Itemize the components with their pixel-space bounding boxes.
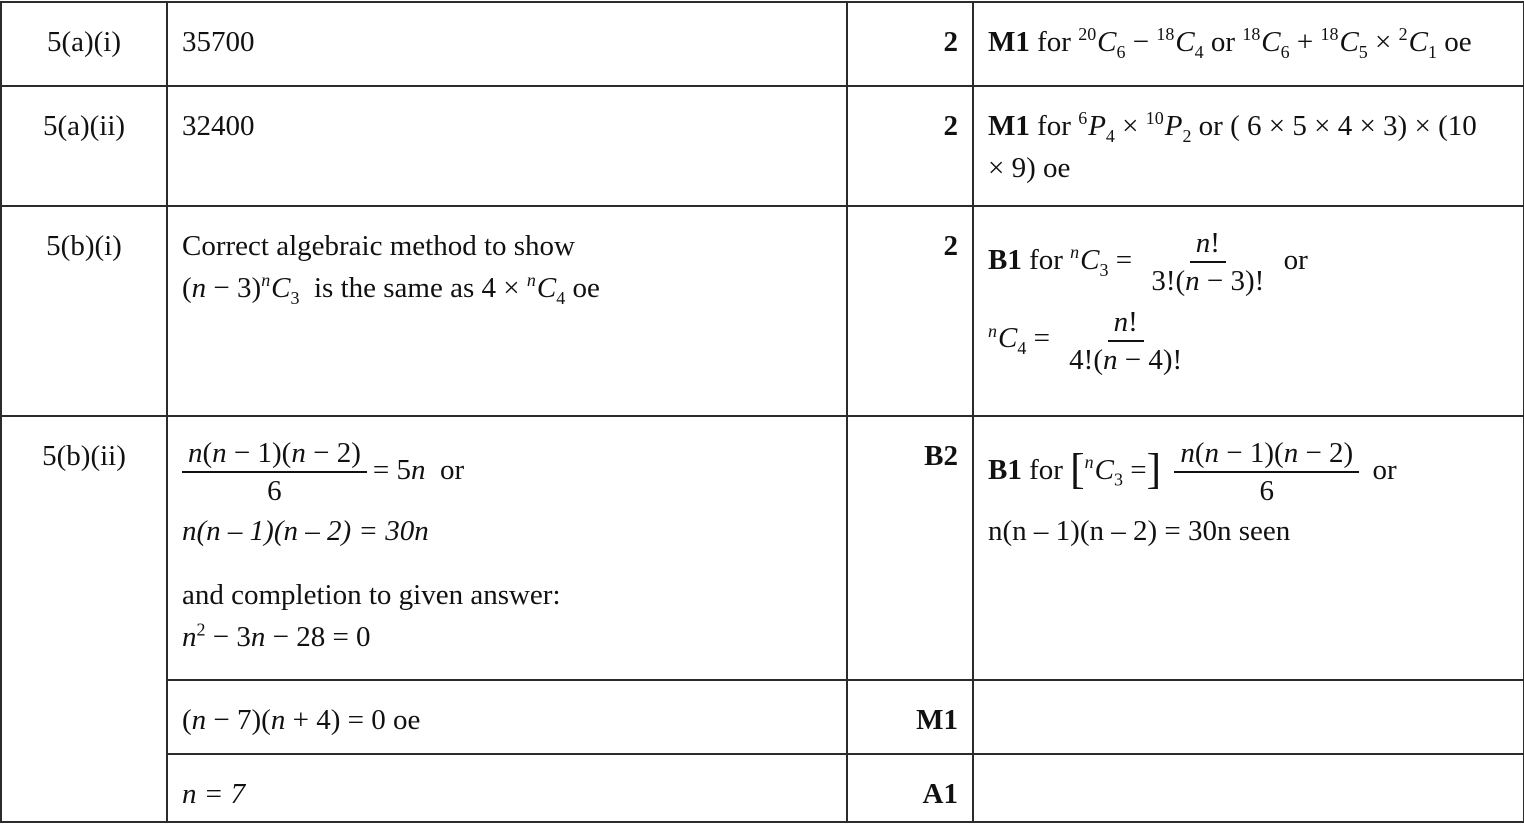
answer-expression: (n − 7)(n + 4) = 0 — [182, 704, 386, 736]
marks-cell: 2 — [847, 2, 973, 86]
fraction-numerator: n! — [1190, 225, 1226, 263]
table-row — [1, 416, 1524, 680]
answer-line: Correct algebraic method to show — [182, 230, 575, 262]
guidance-tail: × 9) oe — [988, 152, 1071, 185]
answer-cell: n = 7 — [167, 754, 847, 822]
answer-cell — [167, 206, 847, 416]
fraction — [1174, 435, 1359, 510]
table-row — [1, 680, 1524, 754]
marks-cell: 2 — [847, 206, 973, 416]
answer-oe: oe — [392, 704, 421, 736]
mark-code: B1 — [988, 453, 1022, 486]
expression-combination: $^{20}C_6 - ^{18}C_4$ — [1078, 24, 1204, 62]
answer-line-2: n(n – 1)(n – 2) = 30n — [182, 514, 429, 547]
guidance-line-1: B1 for [$^nC_3$ =] $\frac{n(n - 1)(n - 2)}{6}$ or — [988, 435, 1509, 510]
marks-cell: M1 — [847, 680, 973, 754]
answer-line-1: $\frac{n(n - 1)(n - 2)}{6}$ = 5n or — [182, 435, 832, 510]
fraction-numerator: n(n − 1)(n − 2) — [182, 435, 367, 473]
answer-line-3: and completion to given answer: — [182, 578, 561, 611]
fraction-denominator: 3!(n − 3)! — [1151, 265, 1265, 298]
fraction — [1145, 225, 1270, 300]
expression-ncr3: $^nC_3$ = — [1070, 242, 1133, 280]
guidance-cell — [973, 416, 1524, 680]
expression-rhs: $4 \times ^nC_4$ — [481, 270, 566, 308]
question-number: 5(b)(ii) — [1, 416, 167, 822]
guidance-line-2: n(n – 1)(n – 2) = 30n seen — [988, 514, 1291, 547]
guidance-or: or — [1210, 26, 1236, 58]
table-row — [1, 86, 1524, 206]
fraction-denominator: 4!(n − 4)! — [1069, 343, 1183, 376]
table-row — [1, 206, 1524, 416]
answer-cell — [167, 416, 847, 680]
marks-cell: B2 — [847, 416, 973, 680]
question-number: 5(b)(i) — [1, 206, 167, 416]
guidance-or-text: or ( 6 × 5 × 4 × 3) × (10 — [1198, 110, 1477, 142]
answer-cell: 32400 — [167, 86, 847, 206]
guidance-cell — [973, 206, 1524, 416]
mark-code: M1 — [988, 110, 1030, 142]
question-number: 5(a)(i) — [1, 2, 167, 86]
question-number: 5(a)(ii) — [1, 86, 167, 206]
answer-expression-line — [182, 267, 832, 309]
guidance-for: for — [1029, 243, 1063, 276]
answer-same-as: is the same as — [314, 272, 475, 305]
answer-line-4: $n^2 - 3n - 28 = 0$ — [182, 618, 371, 653]
expression-lhs: $(n - 3)^nC_3$ — [182, 270, 300, 308]
fraction-denominator: 6 — [1259, 475, 1275, 508]
fraction-numerator: n(n − 1)(n − 2) — [1174, 435, 1359, 473]
answer-or: or — [439, 453, 465, 486]
guidance-for: for — [1037, 110, 1071, 142]
fraction-numerator: n! — [1108, 304, 1144, 342]
fraction — [1063, 304, 1188, 379]
table-row — [1, 2, 1524, 86]
expression-permutation: $^6P_4 \times ^{10}P_2$ — [1078, 108, 1192, 146]
guidance-oe: oe — [1444, 26, 1472, 58]
fraction — [182, 435, 367, 510]
answer-cell — [167, 680, 847, 754]
table-row — [1, 754, 1524, 822]
guidance-cell — [973, 86, 1524, 206]
guidance-or: or — [1372, 453, 1397, 486]
expression-combination-alt: $^{18}C_6 + ^{18}C_5 \times ^2C_1$ — [1242, 24, 1437, 62]
guidance-line-2 — [988, 304, 1509, 379]
marks-cell: A1 — [847, 754, 973, 822]
guidance-for: for — [1029, 453, 1063, 486]
mark-scheme-table — [0, 1, 1524, 823]
answer-oe: oe — [572, 272, 600, 305]
mark-code: M1 — [988, 26, 1030, 58]
marks-cell: 2 — [847, 86, 973, 206]
mark-code: B1 — [988, 243, 1022, 276]
answer-cell: 35700 — [167, 2, 847, 86]
fraction-denominator: 6 — [267, 475, 282, 508]
guidance-line-1 — [988, 225, 1509, 300]
guidance-cell — [973, 754, 1524, 822]
guidance-or: or — [1283, 243, 1308, 276]
guidance-cell — [973, 2, 1524, 86]
guidance-cell — [973, 680, 1524, 754]
expression-ncr4: $^nC_4$ = — [988, 320, 1050, 359]
guidance-for: for — [1037, 26, 1071, 58]
